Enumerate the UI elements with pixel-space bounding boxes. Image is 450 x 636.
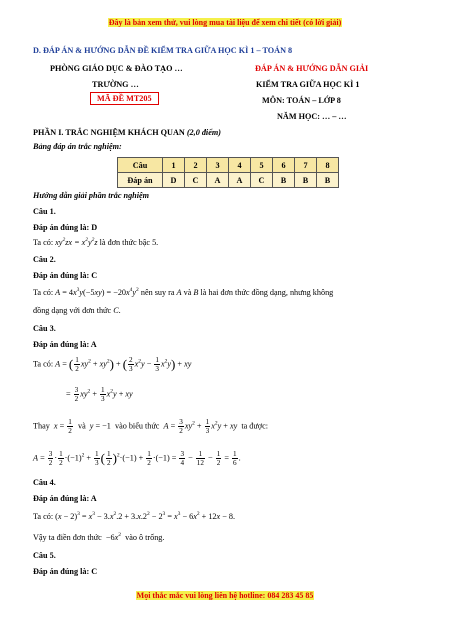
question-number: 2 <box>185 158 207 173</box>
q1-label: Câu 1. <box>33 207 56 216</box>
q3-substitution: Thay x = $\frac{1}{2}$ và y = −1 vào biểu thức A = $\frac{3}{2}$ $xy^2$ + $\frac{1}{3}$ $x^2y$ + xy ta được: <box>33 418 269 435</box>
answer-table <box>117 157 339 188</box>
q4-answer: Đáp án đúng là: A <box>33 494 97 503</box>
exam-code-box: MÃ ĐỀ MT205 <box>90 94 159 103</box>
q4-solution: Ta có: $(x - 2)^3 = x^3 - 3.x^2.2 + 3.x.2^2 - 2^3 = x^3 - 6x^2 + 12x - 8$. <box>33 511 236 521</box>
answer-cell: C <box>185 173 207 188</box>
question-number: 5 <box>251 158 273 173</box>
table-header-label: Câu <box>118 158 163 173</box>
document-title: D. ĐÁP ÁN & HƯỚNG DẪN ĐỀ KIỂM TRA GIỮA HỌC KÌ 1 – TOÁN 8 <box>33 46 293 55</box>
q5-answer: Đáp án đúng là: C <box>33 567 98 576</box>
q3-label: Câu 3. <box>33 324 56 333</box>
part1-title: PHẦN I. TRẮC NGHIỆM KHÁCH QUAN (2,0 điểm) <box>33 128 221 137</box>
subject-grade: MÔN: TOÁN – LỚP 8 <box>262 96 341 105</box>
question-number: 6 <box>273 158 295 173</box>
answer-cell: B <box>295 173 317 188</box>
q3-calculation: A = $\frac{3}{2}$ · $\frac{1}{2}$ $\cdot(-1)^2$ + $\frac{1}{3}$ ( $\frac{1}{2}$ )$^2$·(−1) + $\frac{1}{2}$ ·(−1) = $\frac{3}{4}$ − $\frac{1}{12}$ − $\frac{1}{2}$ = $\frac{1}{6}$ . <box>33 450 241 467</box>
q2-answer: Đáp án đúng là: C <box>33 271 98 280</box>
question-number: 3 <box>207 158 229 173</box>
answer-cell: C <box>251 173 273 188</box>
department-name: PHÒNG GIÁO DỤC & ĐÀO TẠO … <box>50 64 183 73</box>
question-number: 4 <box>229 158 251 173</box>
school-name: TRƯỜNG … <box>92 80 139 89</box>
q5-label: Câu 5. <box>33 551 56 560</box>
table-caption: Bảng đáp án trắc nghiệm: <box>33 142 122 151</box>
q2-solution-line2: đồng dạng với đơn thức C. <box>33 306 121 315</box>
q4-label: Câu 4. <box>33 478 56 487</box>
q2-solution-line1: Ta có: $A = 4x^3y(-5xy) = -20x^4y^2$ nên suy ra A và B là hai đơn thức đồng dạng, nhưng không <box>33 287 334 297</box>
answer-cell: B <box>273 173 295 188</box>
answer-cell: A <box>229 173 251 188</box>
answer-cell: B <box>317 173 339 188</box>
question-number: 1 <box>163 158 185 173</box>
guide-title: Hướng dẫn giải phần trắc nghiệm <box>33 191 149 200</box>
question-number: 7 <box>295 158 317 173</box>
q1-solution: Ta có: $xy^2zx = x^2y^2z$ là đơn thức bậc 5. <box>33 237 159 247</box>
school-year: NĂM HỌC: … – … <box>277 112 347 121</box>
q2-label: Câu 2. <box>33 255 56 264</box>
exam-name: KIỂM TRA GIỮA HỌC KÌ 1 <box>256 80 360 89</box>
q3-answer: Đáp án đúng là: A <box>33 340 97 349</box>
q4-conclusion: Vậy ta điền đơn thức $-6x^2$ vào ô trống. <box>33 532 165 542</box>
question-number: 8 <box>317 158 339 173</box>
answer-key-title: ĐÁP ÁN & HƯỚNG DẪN GIẢI <box>255 64 369 73</box>
q1-answer: Đáp án đúng là: D <box>33 223 98 232</box>
answer-cell: A <box>207 173 229 188</box>
preview-banner: Đây là bản xem thử, vui lòng mua tài liệu để xem chi tiết (có lời giải) <box>108 18 342 27</box>
hotline-banner: Mọi thắc mắc vui lòng liên hệ hotline: 084 283 45 85 <box>136 591 314 600</box>
table-answer-label: Đáp án <box>118 173 163 188</box>
q3-equation-2: = $\frac{3}{2}$ $xy^2$ + $\frac{1}{3}$ $x^2y$ + xy <box>66 386 133 403</box>
q3-equation-1: Ta có: A = ( $\frac{1}{2}$ $xy^2 + xy^2$) + ( $\frac{2}{3}$ $x^2y$ − $\frac{1}{3}$ $x^2y$) + xy <box>33 356 192 373</box>
answer-cell: D <box>163 173 185 188</box>
